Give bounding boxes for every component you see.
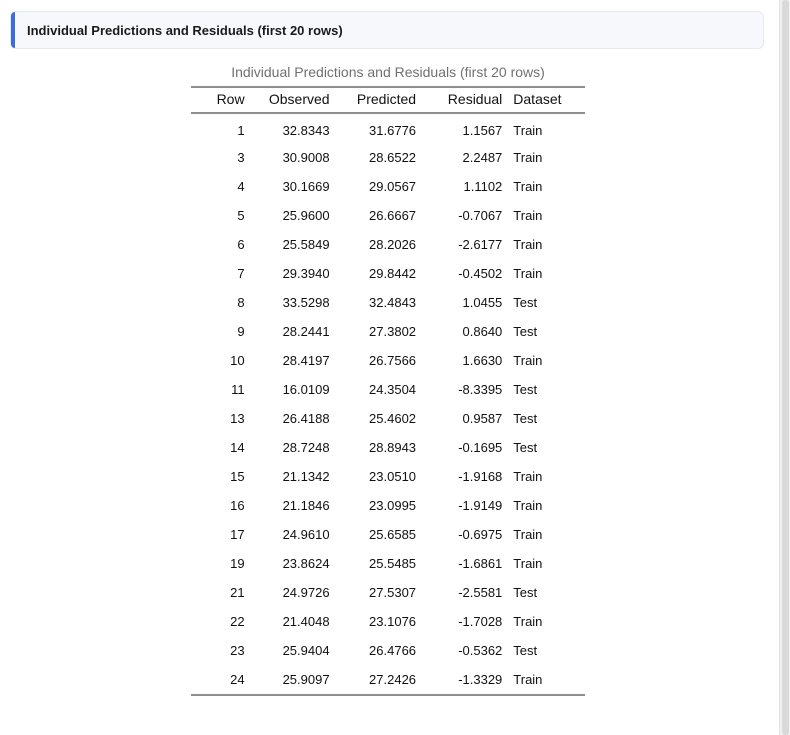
cell-row: 19 [230, 556, 245, 571]
cell-dataset: Test [513, 440, 538, 455]
section-title: Individual Predictions and Residuals (first 20 rows) [27, 23, 343, 38]
cell-predicted: 28.6522 [369, 150, 417, 165]
cell-observed: 30.1669 [282, 179, 330, 194]
cell-row: 5 [237, 208, 245, 223]
cell-dataset: Train [513, 237, 543, 252]
table-caption: Individual Predictions and Residuals (first 20 rows) [231, 64, 545, 80]
table-row [191, 113, 585, 143]
cell-predicted: 25.4602 [369, 411, 417, 426]
cell-observed: 25.5849 [282, 237, 330, 252]
cell-observed: 28.2441 [282, 324, 330, 339]
table-row [191, 259, 585, 288]
scrollbar-track[interactable] [779, 0, 790, 735]
cell-dataset: Train [513, 614, 543, 629]
cell-dataset: Train [513, 179, 543, 194]
cell-predicted: 23.1076 [369, 614, 417, 629]
cell-predicted: 29.8442 [369, 266, 417, 281]
table-row [191, 607, 585, 636]
cell-residual: -8.3395 [458, 382, 503, 397]
cell-predicted: 24.3504 [369, 382, 417, 397]
cell-row: 7 [237, 266, 245, 281]
cell-dataset: Test [513, 585, 538, 600]
cell-predicted: 32.4843 [369, 295, 417, 310]
cell-dataset: Train [513, 150, 543, 165]
cell-predicted: 28.8943 [369, 440, 417, 455]
cell-observed: 24.9610 [282, 527, 330, 542]
cell-observed: 25.9404 [282, 643, 330, 658]
cell-residual: 2.2487 [462, 150, 503, 165]
column-header-dataset: Dataset [502, 87, 585, 113]
column-header-predicted: Predicted [330, 87, 416, 113]
table-row [191, 201, 585, 230]
cell-row: 9 [237, 324, 245, 339]
cell-dataset: Train [513, 498, 543, 513]
cell-row: 8 [237, 295, 245, 310]
cell-observed: 26.4188 [282, 411, 330, 426]
column-header-residual: Residual [416, 87, 502, 113]
cell-predicted: 27.5307 [369, 585, 417, 600]
cell-predicted: 27.2426 [330, 665, 416, 695]
table-row [191, 636, 585, 665]
cell-observed: 24.9726 [282, 585, 330, 600]
table-row [191, 375, 585, 404]
cell-residual: -0.1695 [458, 440, 503, 455]
cell-residual: -0.6975 [458, 527, 503, 542]
cell-observed: 21.1342 [282, 469, 330, 484]
cell-observed: 21.4048 [282, 614, 330, 629]
cell-residual: -0.4502 [458, 266, 503, 281]
cell-observed: 21.1846 [282, 498, 330, 513]
cell-predicted: 26.6667 [369, 208, 417, 223]
cell-row: 14 [230, 440, 245, 455]
cell-predicted: 31.6776 [369, 123, 417, 138]
cell-observed: 16.0109 [282, 382, 330, 397]
table-header-row [191, 87, 585, 113]
cell-residual: -1.7028 [458, 614, 503, 629]
cell-predicted: 27.3802 [369, 324, 417, 339]
cell-dataset: Train [513, 556, 543, 571]
cell-predicted: 26.4766 [369, 643, 417, 658]
cell-row: 23 [230, 643, 245, 658]
cell-residual: 0.9587 [462, 411, 503, 426]
cell-dataset: Test [513, 411, 538, 426]
cell-residual: -1.9149 [458, 498, 503, 513]
table-row [191, 462, 585, 491]
table-row [191, 491, 585, 520]
cell-observed: 29.3940 [282, 266, 330, 281]
section-header [10, 11, 764, 49]
column-header-row: Row [191, 87, 251, 113]
cell-observed: 23.8624 [282, 556, 330, 571]
table-row [191, 288, 585, 317]
cell-observed: 28.7248 [282, 440, 330, 455]
table-row [191, 230, 585, 259]
cell-observed: 30.9008 [282, 150, 330, 165]
cell-dataset: Test [513, 324, 538, 339]
cell-row: 16 [230, 498, 245, 513]
cell-residual: -1.6861 [458, 556, 503, 571]
cell-row: 6 [237, 237, 245, 252]
table-row [191, 404, 585, 433]
cell-observed: 28.4197 [282, 353, 330, 368]
cell-residual: 0.8640 [462, 324, 503, 339]
cell-dataset: Test [513, 295, 538, 310]
cell-dataset: Train [513, 527, 543, 542]
cell-residual: -1.3329 [416, 665, 502, 695]
cell-observed: 33.5298 [282, 295, 330, 310]
cell-row: 21 [230, 585, 245, 600]
cell-residual: -1.9168 [458, 469, 503, 484]
cell-observed: 25.9097 [251, 665, 330, 695]
table-row [191, 172, 585, 201]
cell-dataset: Test [513, 643, 538, 658]
cell-dataset: Train [513, 208, 543, 223]
cell-row: 13 [230, 411, 245, 426]
table-body [191, 113, 585, 695]
cell-residual: 1.1102 [463, 179, 503, 194]
cell-dataset: Train [513, 123, 543, 138]
cell-row: 4 [237, 179, 245, 194]
table-row [191, 578, 585, 607]
predictions-table [191, 64, 585, 696]
cell-dataset: Test [513, 382, 538, 397]
cell-residual: 1.6630 [462, 353, 503, 368]
cell-observed: 25.9600 [282, 208, 330, 223]
section-accent-bar [11, 12, 15, 48]
cell-dataset: Train [502, 665, 585, 695]
cell-observed: 32.8343 [282, 123, 330, 138]
cell-row: 1 [237, 123, 245, 138]
cell-dataset: Train [513, 353, 543, 368]
cell-predicted: 26.7566 [369, 353, 417, 368]
table-row [191, 549, 585, 578]
cell-row: 24 [191, 665, 251, 695]
column-header-observed: Observed [251, 87, 330, 113]
table-row [191, 346, 585, 375]
table-row [191, 317, 585, 346]
cell-predicted: 23.0995 [369, 498, 417, 513]
cell-residual: -0.5362 [458, 643, 503, 658]
cell-residual: -2.5581 [458, 585, 503, 600]
scrollbar-thumb[interactable] [782, 0, 789, 735]
cell-row: 11 [231, 382, 245, 397]
table-row [191, 143, 585, 172]
cell-predicted: 23.0510 [369, 469, 417, 484]
cell-predicted: 28.2026 [369, 237, 417, 252]
cell-row: 22 [230, 614, 245, 629]
cell-dataset: Train [513, 469, 543, 484]
cell-dataset: Train [513, 266, 543, 281]
cell-predicted: 25.5485 [369, 556, 417, 571]
cell-residual: 1.1567 [462, 123, 503, 138]
table-row [191, 520, 585, 549]
cell-row: 17 [230, 527, 245, 542]
cell-row: 3 [237, 150, 245, 165]
cell-predicted: 29.0567 [369, 179, 417, 194]
cell-predicted: 25.6585 [369, 527, 417, 542]
table-row [191, 665, 585, 695]
cell-residual: -0.7067 [458, 208, 503, 223]
cell-residual: 1.0455 [462, 295, 503, 310]
cell-row: 15 [230, 469, 245, 484]
cell-residual: -2.6177 [458, 237, 503, 252]
cell-row: 10 [230, 353, 245, 368]
table-row [191, 433, 585, 462]
